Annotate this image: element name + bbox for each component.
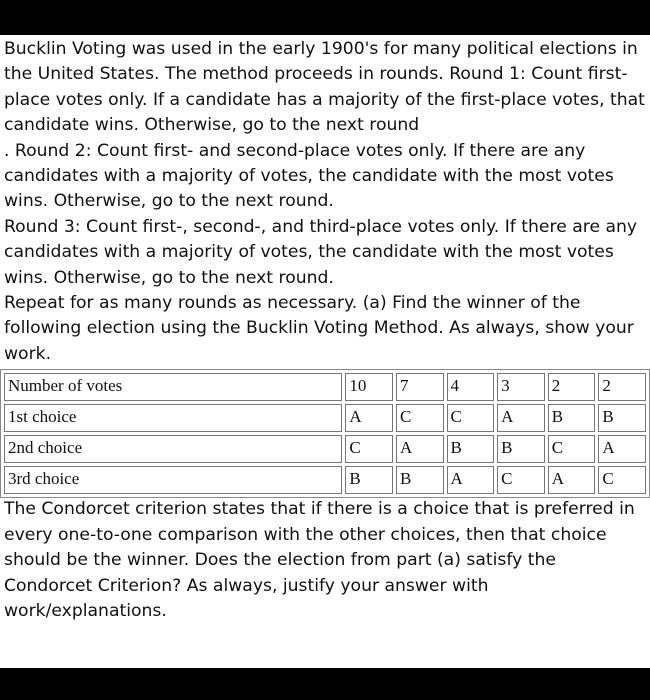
table-cell: 10: [345, 373, 393, 401]
table-cell: B: [447, 435, 495, 463]
intro-paragraph: Bucklin Voting was used in the early 1900's for many political elections in the United States. The method proceeds in rounds. Round 1: Count first-place votes only. If a candidate has a majority of the first-place votes, that candidate wins. Otherwise, go to the next round . Round 2: Count first- and second-place votes only. If there are any candidates with a majority of votes, the candidate with the most votes wins. Otherwise, go to the next round. Round 3: Count first-, second-, and third-place votes only. If there are any candidates with a majority of votes, the candidate with the most votes wins. Otherwise, go to the next round. Repeat for as many rounds as necessary. (a) Find the winner of the following election using the Bucklin Voting Method. As always, show your work.: [4, 39, 645, 364]
table-cell: A: [497, 404, 545, 432]
table-row: [4, 404, 646, 432]
table-cell: 3: [497, 373, 545, 401]
table-cell: B: [396, 466, 444, 494]
table-cell: C: [548, 435, 596, 463]
table-cell: A: [548, 466, 596, 494]
table-cell: A: [345, 404, 393, 432]
table-cell: C: [345, 435, 393, 463]
row-label: Number of votes: [4, 373, 342, 401]
question-content: [4, 37, 648, 624]
bottom-black-bar: [0, 668, 650, 700]
table-cell: C: [396, 404, 444, 432]
table-cell: 4: [447, 373, 495, 401]
table-cell: 7: [396, 373, 444, 401]
table-row: [4, 466, 646, 494]
table-cell: 2: [548, 373, 596, 401]
table-cell: B: [497, 435, 545, 463]
preference-table: [0, 369, 650, 498]
table-cell: C: [598, 466, 646, 494]
condorcet-paragraph: The Condorcet criterion states that if there is a choice that is preferred in every one-to-one comparison with the other choices, then that choice should be the winner. Does the election from part (a) satisfy the Condorcet Criterion? As always, justify your answer with work/explanations.: [4, 499, 635, 621]
row-label: 2nd choice: [4, 435, 342, 463]
row-label: 3rd choice: [4, 466, 342, 494]
table-cell: C: [447, 404, 495, 432]
table-cell: A: [447, 466, 495, 494]
top-black-bar: [0, 0, 650, 35]
table-cell: B: [345, 466, 393, 494]
table-row: [4, 373, 646, 401]
table-cell: B: [598, 404, 646, 432]
table-cell: A: [598, 435, 646, 463]
table-cell: 2: [598, 373, 646, 401]
table-cell: C: [497, 466, 545, 494]
row-label: 1st choice: [4, 404, 342, 432]
table-cell: A: [396, 435, 444, 463]
table-cell: B: [548, 404, 596, 432]
table-row: [4, 435, 646, 463]
